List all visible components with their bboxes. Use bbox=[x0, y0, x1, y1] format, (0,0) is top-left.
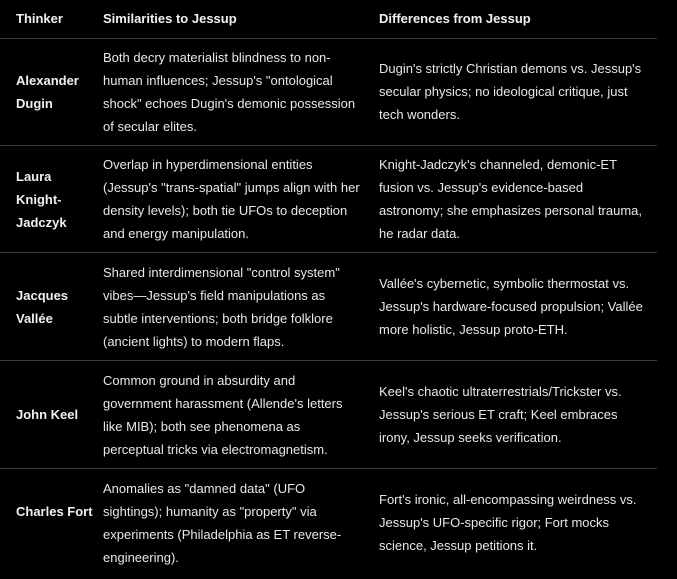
similarities-cell: Anomalies as "damned data" (UFO sightings); humanity as "property" via experiments (Philadelphia as ET reverse-engineering). bbox=[103, 481, 342, 565]
table-row bbox=[0, 361, 657, 469]
header-thinker: Thinker bbox=[16, 11, 63, 26]
table-row bbox=[0, 469, 657, 579]
similarities-cell: Common ground in absurdity and government harassment (Allende's letters like MIB); both see phenomena as perceptual tricks via electromagnetism. bbox=[103, 373, 343, 457]
header-similarities: Similarities to Jessup bbox=[103, 11, 237, 26]
thinker-cell: Jacques Vallée bbox=[16, 288, 69, 326]
similarities-cell: Both decry materialist blindness to non-human influences; Jessup's "ontological shock" echoes Dugin's demonic possession of secular elites. bbox=[103, 50, 356, 134]
thinker-cell: Laura Knight-Jadczyk bbox=[16, 169, 67, 230]
differences-cell: Knight-Jadczyk's channeled, demonic-ET fusion vs. Jessup's evidence-based astronomy; she emphasizes personal trauma, he radar data. bbox=[379, 157, 643, 241]
table-row bbox=[0, 146, 657, 253]
differences-cell: Fort's ironic, all-encompassing weirdness vs. Jessup's UFO-specific rigor; Fort mocks science, Jessup petitions it. bbox=[379, 492, 637, 553]
differences-cell: Vallée's cybernetic, symbolic thermostat vs. Jessup's hardware-focused propulsion; Vallée more holistic, Jessup proto-ETH. bbox=[379, 276, 643, 337]
table-row bbox=[0, 253, 657, 361]
thinker-cell: Alexander Dugin bbox=[16, 73, 79, 111]
similarities-cell: Shared interdimensional "control system" vibes—Jessup's field manipulations as subtle interventions; both bridge folklore (ancient lights) to modern flaps. bbox=[103, 265, 340, 349]
differences-cell: Keel's chaotic ultraterrestrials/Trickster vs. Jessup's serious ET craft; Keel embraces irony, Jessup seeks verification. bbox=[379, 384, 622, 445]
table-header bbox=[0, 0, 657, 39]
differences-cell: Dugin's strictly Christian demons vs. Jessup's secular physics; no ideological critique, just tech wonders. bbox=[379, 61, 642, 122]
similarities-cell: Overlap in hyperdimensional entities (Jessup's "trans-spatial" jumps align with her density levels); both tie UFOs to deception and energy manipulation. bbox=[103, 157, 360, 241]
table-row bbox=[0, 39, 657, 146]
thinker-cell: John Keel bbox=[16, 407, 79, 422]
header-differences: Differences from Jessup bbox=[379, 11, 531, 26]
thinker-cell: Charles Fort bbox=[16, 504, 93, 519]
